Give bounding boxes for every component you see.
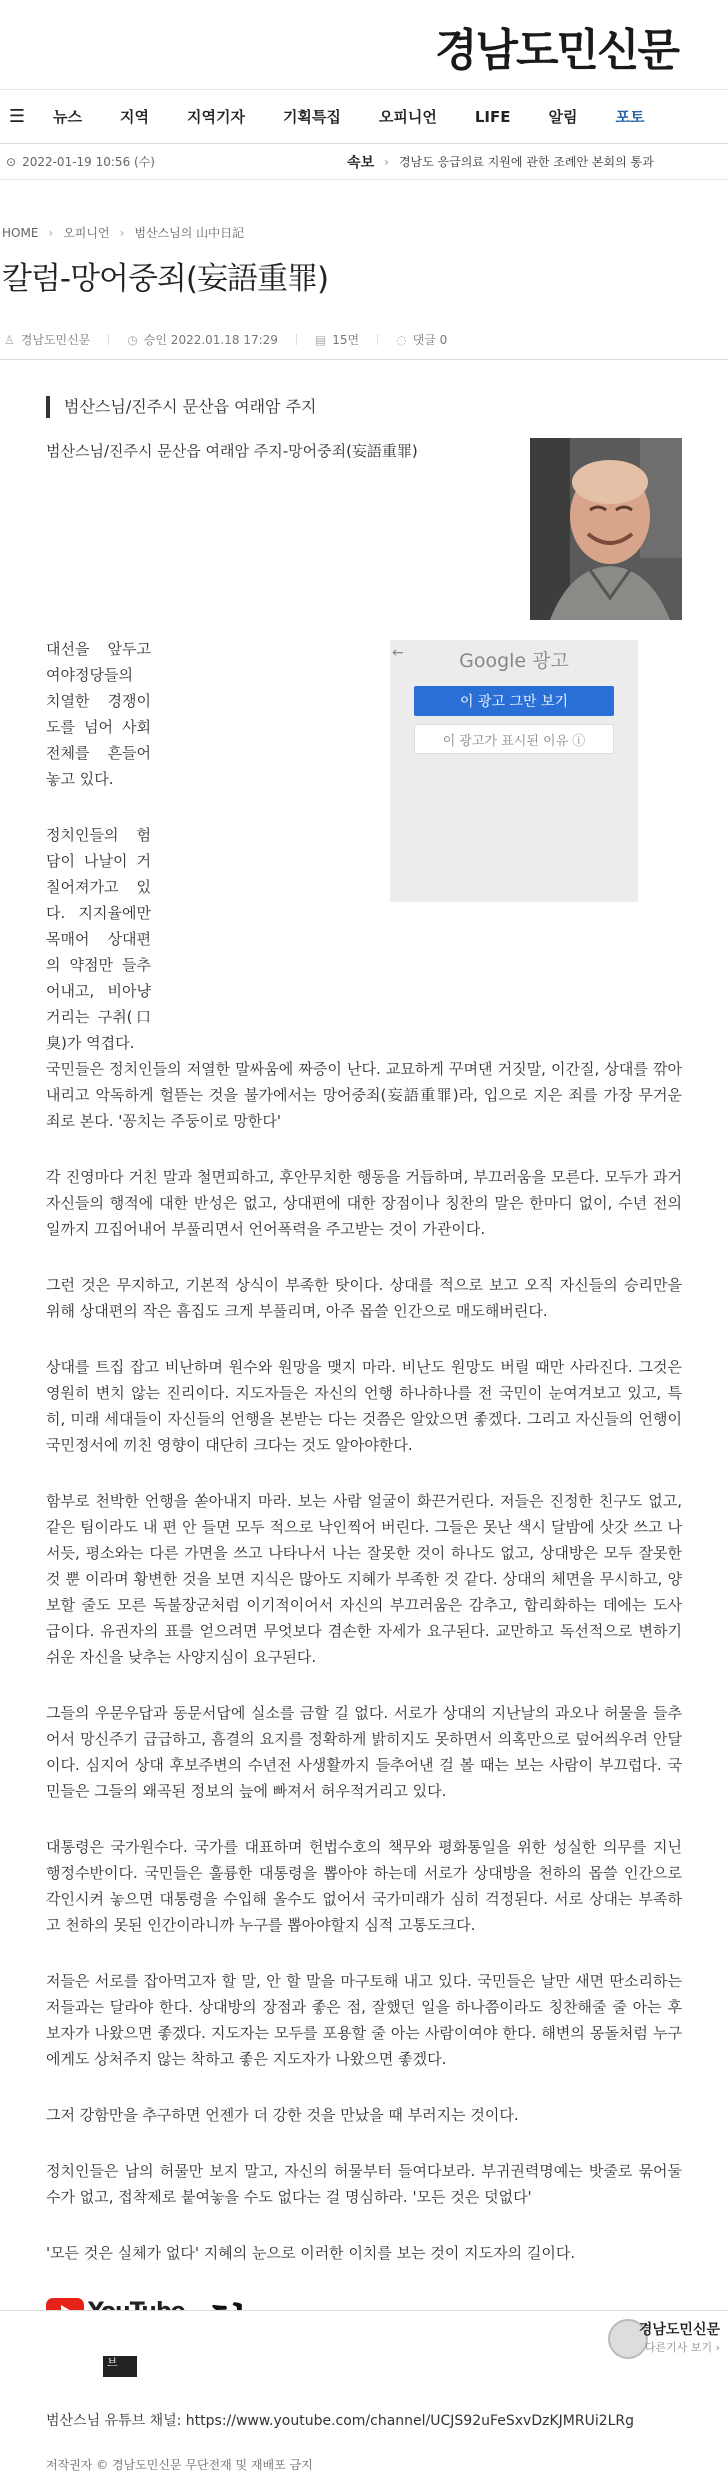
page-number: 15면 [332,333,360,347]
paragraph: 그런 것은 무지하고, 기본적 상식이 부족한 탓이다. 상대를 적으로 보고 오직 자신들의 승리만을 위해 상대편의 작은 흠집도 크게 부풀리며, 아주 몹쓸 인간으로 매도해버린다. [46,1276,682,1320]
paragraph: 대통령은 국가원수다. 국가를 대표하며 헌법수호의 책무와 평화통일을 위한 성실한 의무를 지닌 행정수반이다. 국민들은 훌륭한 대통령을 뽑아야 하는데 서로가 상대방을 천하의 몹쓸 인간으로 각인시켜 놓으면 대통령을 수입해 올수도 없어서 국가미래가 심히 걱정된다. 서로 상대는 부족하고 천하의 못된 인간이라니까 누구를 뽑아야할지 심적 고통도크다. [46,1838,682,1934]
site-logo-text: 경남도민신문 [434,25,678,76]
copyright-notice: 저작권자 © 경남도민신문 무단전재 및 재배포 금지 [46,2458,313,2472]
stop-ad-button[interactable]: 이 광고 그만 보기 [414,686,614,716]
chevron-right-icon: › [119,225,125,240]
meta-approved [127,331,278,348]
paragraph: 저들은 서로를 잡아먹고자 할 말, 안 할 말을 마구토해 내고 있다. 국민들은 날만 새면 딴소리하는 저들과는 달라야 한다. 상대방의 장점과 좋은 점, 잘했던 일을 하나쯤이라도 칭찬해줄 줄 아는 후보자가 나왔으면 좋겠다. 지도자는 모두를 포용할 줄 아는 사람이여야 한다. 해변의 몽돌처럼 누구에게도 상처주지 않는 착하고 좋은 지도자가 나왔으면 좋겠다. [46,1972,682,2068]
youtube-sub-label: 브 [103,2323,137,2377]
nav-item-features[interactable]: 기획특집 [282,108,341,126]
nav-item-opinion[interactable]: 오피니언 [378,108,437,126]
current-datetime: 2022-01-19 10:56 (수) [22,155,155,169]
paragraph-intro-1: 대선을 앞두고 여야정당들의 치열한 경쟁이 도를 넘어 사회전체를 흔들어 놓고 있다. [46,640,151,788]
time-icon: ◷ [127,332,138,347]
breaking-headline[interactable]: 경남도 응급의료 지원에 관한 조례안 본회의 통과 [398,155,654,169]
author-photo-image [530,438,682,620]
news-ticker [0,144,728,180]
breadcrumb [0,224,728,241]
google-ad [390,640,638,902]
paragraph-intro-3: 국민들은 정치인들의 저열한 말싸움에 짜증이 난다. 교묘하게 꾸며댄 거짓말, 이간질, 상대를 깎아 내리고 악독하게 헐뜯는 것을 불가에서는 망어중죄(妄語重罪)라, 입으로 지은 죄를 가장 무거운 죄로 본다. '꽁치는 주둥이로 망한다' [46,1060,682,1130]
ad-provider-label: Google 광고 [459,650,569,672]
nav-item-photo[interactable]: 포토 [615,108,645,126]
more-articles-link[interactable]: 다른기사 보기 › [644,2341,720,2354]
article-title: 칼럼-망어중죄(妄語重罪) [2,261,329,297]
nav-item-notice[interactable]: 알림 [548,108,578,126]
youtube-channel-link[interactable]: 범산스님 유튜브 채널: https://www.youtube.com/channel/UCJS92uFeSxvDzKJMRUi2LRg [46,2413,635,2429]
paragraph: 그저 강함만을 추구하면 언젠가 더 강한 것을 만났을 때 부러지는 것이다. [46,2106,519,2124]
nav-item-news[interactable]: 뉴스 [53,108,82,126]
approved-datetime: 승인 2022.01.18 17:29 [143,333,278,347]
breadcrumb-home[interactable]: HOME [2,225,39,240]
breadcrumb-column[interactable]: 범산스님의 山中日記 [134,226,245,240]
article-meta [0,320,728,360]
clock-icon: ⊙ [6,154,17,169]
meta-divider [377,334,378,345]
author-name: 경남도민신문 [20,333,91,347]
why-ad-button[interactable]: 이 광고가 표시된 이유 ⓘ [414,724,614,754]
comment-icon: ◌ [396,332,407,347]
nav-item-region[interactable]: 지역 [119,108,149,126]
meta-page [315,331,359,348]
person-icon: ♙ [4,332,15,347]
meta-divider [108,334,109,345]
footer-author-name: 경남도민신문 [638,2322,720,2338]
paragraph: 정치인들은 남의 허물만 보지 말고, 자신의 허물부터 들여다보라. 부귀권력명예는 밧줄로 묶어둘 수가 없고, 접착제로 붙여놓을 수도 없다는 걸 명심하라. '모든 것은 덧없다' [46,2162,682,2206]
hamburger-icon[interactable]: ☰ [8,106,26,127]
breaking-label: 속보 [347,154,375,171]
chevron-right-icon: › [384,154,389,169]
paragraph: 그들의 우문우답과 동문서답에 실소를 금할 길 없다. 서로가 상대의 지난날의 과오나 허물을 들추어서 망신주기 급급하고, 흠결의 요지를 정확하게 밝히지도 못하면서 의혹만으로 덮어씌우려 안달이다. 심지어 상대 후보주변의 수년전 사생활까지 들추어낸 걸 볼 때는 보는 사람이 부끄럽다. 국민들은 그들의 왜곡된 정보의 늪에 빠져서 허우적거리고 있다. [46,1704,682,1800]
chevron-right-icon: › [48,225,54,240]
article-intro-block [46,636,682,1056]
breadcrumb-section[interactable]: 오피니언 [63,226,110,240]
meta-comments[interactable] [396,331,447,348]
back-arrow-icon[interactable]: ← [392,645,404,661]
meta-author [4,331,90,348]
paragraph: 상대를 트집 잡고 비난하며 원수와 원망을 맺지 마라. 비난도 원망도 버릴 때만 사라진다. 그것은 영원히 변치 않는 진리이다. 지도자들은 자신의 언행 하나하나를 전 국민이 눈여겨보고 있고, 특히, 미래 세대들이 자신들의 언행을 본받는 다는 것쯤은 알았으면 좋겠다. 그리고 자신들의 언행이 국민정서에 끼친 영향이 대단히 크다는 것도 알아야한다. [46,1358,682,1454]
masthead [0,0,728,90]
article-body [0,396,728,2478]
paragraph-intro-2: 정치인들의 험담이 나날이 거칠어져가고 있다. 지지율에만 목매어 상대편의 약점만 들추어내고, 비아냥거리는 구취(口臭)가 역겹다. [46,826,151,1052]
comment-count: 댓글 0 [412,333,448,347]
article-subtitle: 범산스님/진주시 문산읍 여래암 주지 [46,396,682,418]
author-photo [530,438,682,620]
meta-divider [296,334,297,345]
nav-item-life[interactable]: LIFE [474,107,511,126]
article-byline: 범산스님/진주시 문산읍 여래암 주지-망어중죄(妄語重罪) [46,442,418,460]
nav-item-local-reporter[interactable]: 지역기자 [186,108,245,126]
author-footer-bar [0,2310,728,2356]
main-nav [0,90,728,144]
paragraph: 함부로 천박한 언행을 쏟아내지 마라. 보는 사람 얼굴이 화끈거린다. 저들은 진정한 친구도 없고, 같은 팀이라도 내 편 안 들면 모두 적으로 낙인찍어 버린다. 그들은 못난 색시 달밤에 삿갓 쓰고 나서듯, 평소와는 다른 가면을 쓰고 나타나서 나는 잘못한 것이 하나도 없고, 상대방은 모두 잘못한 것 뿐 이라며 황변한 것을 보면 지식은 많아도 지혜가 부족한 것 같다. 상대의 체면을 무시하고, 양보할 줄도 모른 독불장군처럼 이기적이어서 자신의 부끄러움은 감추고, 합리화하는 데에는 도사 급이다. 유권자의 표를 얻으려면 무엇보다 겸손한 자세가 요구된다. 교만하고 독선적으로 변하기 쉬운 자신을 낮추는 사양지심이 요구된다. [46,1492,682,1666]
site-logo[interactable] [435,14,678,78]
page-icon: ▤ [314,332,327,347]
paragraph: 각 진영마다 거친 말과 철면피하고, 후안무치한 행동을 거듭하며, 부끄러움을 모른다. 모두가 과거 자신들의 행적에 대한 반성은 없고, 상대편에 대한 장점이나 칭찬의 말은 한마디 없이, 수년 전의 일까지 끄집어내어 부풀리면서 언어폭력을 주고받는 것이 가관이다. [46,1168,682,1238]
article-intro [46,438,682,630]
paragraph: '모든 것은 실체가 없다' 지혜의 눈으로 이러한 이치를 보는 것이 지도자의 길이다. [46,2244,576,2262]
